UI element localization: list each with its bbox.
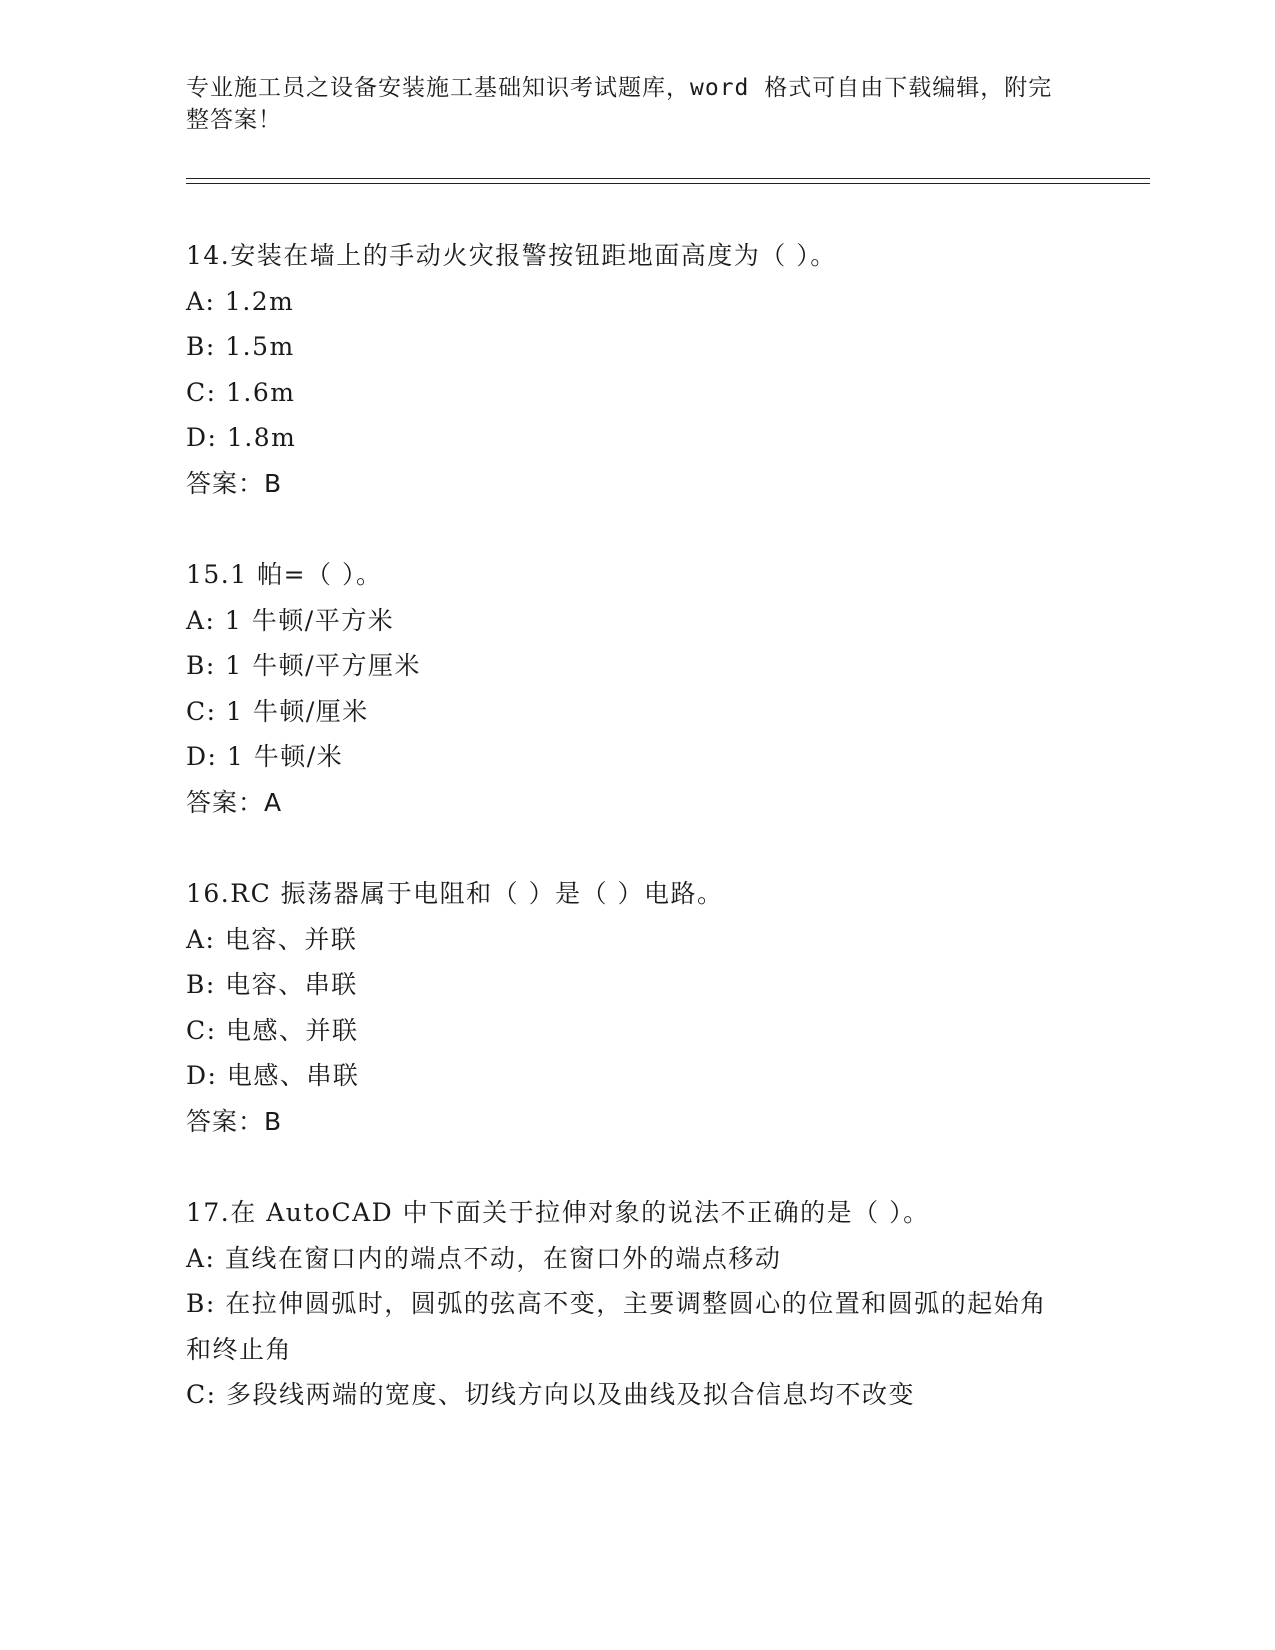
header-divider-top	[186, 178, 1150, 179]
option-b: B: 1.5m	[186, 332, 295, 361]
question-14	[186, 233, 1086, 506]
question-stem: 16.RC 振荡器属于电阻和（ ）是（ ）电路。	[186, 879, 724, 908]
question-stem: 14.安装在墙上的手动火灾报警按钮距地面高度为（ ）。	[186, 241, 837, 270]
option-c: C: 多段线两端的宽度、切线方向以及曲线及拟合信息均不改变	[186, 1380, 916, 1409]
question-stem: 17.在 AutoCAD 中下面关于拉伸对象的说法不正确的是（ ）。	[186, 1198, 930, 1227]
option-b: B: 在拉伸圆弧时，圆弧的弦高不变，主要调整圆心的位置和圆弧的起始角和终止角	[186, 1289, 1047, 1364]
option-d: D: 电感、串联	[186, 1061, 360, 1090]
option-d: D: 1.8m	[186, 423, 297, 452]
question-16	[186, 871, 1086, 1144]
option-c: C: 1 牛顿/厘米	[186, 696, 369, 726]
option-a: A: 电容、并联	[186, 924, 358, 954]
option-d: D: 1 牛顿/米	[186, 742, 344, 771]
answer: 答案：B	[186, 468, 283, 498]
answer: 答案：B	[186, 1106, 283, 1136]
option-a: A: 直线在窗口内的端点不动，在窗口外的端点移动	[186, 1243, 782, 1273]
option-a: A: 1 牛顿/平方米	[186, 605, 395, 635]
answer: 答案：A	[186, 787, 283, 817]
option-c: C: 电感、并联	[186, 1015, 359, 1045]
option-b: B: 电容、串联	[186, 970, 358, 999]
document-header: 专业施工员之设备安装施工基础知识考试题库，word 格式可自由下载编辑，附完整答案！	[186, 75, 1053, 133]
question-stem: 15.1 帕=（ ）。	[186, 560, 383, 589]
question-15	[186, 552, 1086, 825]
header-divider-bottom	[186, 183, 1150, 184]
option-a: A: 1.2m	[186, 286, 295, 316]
option-c: C: 1.6m	[186, 377, 296, 407]
option-b: B: 1 牛顿/平方厘米	[186, 651, 422, 680]
question-17	[186, 1190, 1086, 1418]
